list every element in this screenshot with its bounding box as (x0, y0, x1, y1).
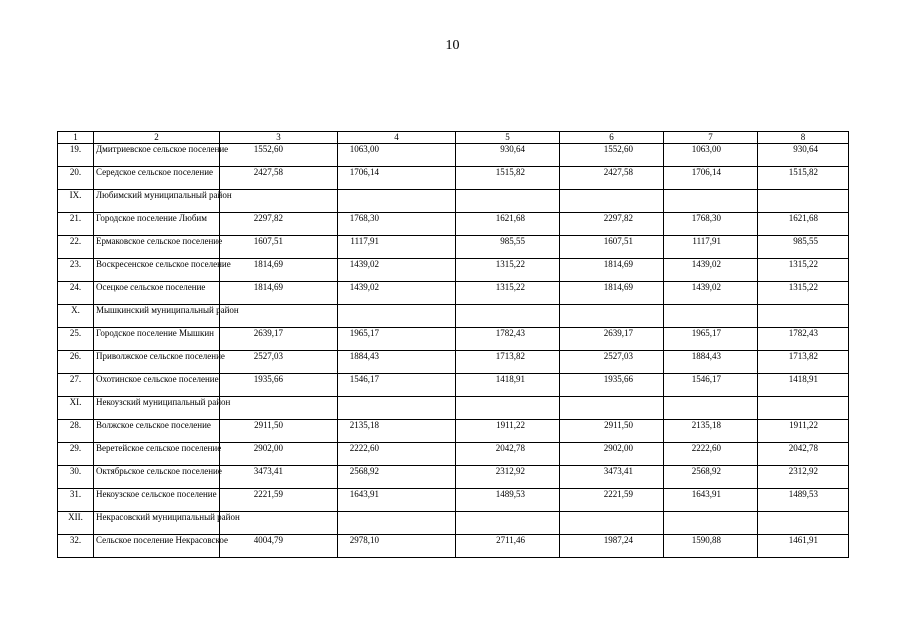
settlement-name: Середское сельское поселение (94, 167, 220, 190)
settlement-name: Городское поселение Любим (94, 213, 220, 236)
table-row (58, 305, 849, 328)
value-cell (664, 512, 758, 535)
value-cell: 1814,69 (220, 282, 338, 305)
value-cell: 2711,46 (456, 535, 560, 558)
value-cell: 2527,03 (220, 351, 338, 374)
table-row (58, 443, 849, 466)
table-row (58, 144, 849, 167)
row-number: 22. (58, 236, 94, 259)
value-cell: 1935,66 (560, 374, 664, 397)
value-cell: 2527,03 (560, 351, 664, 374)
value-cell: 1489,53 (456, 489, 560, 512)
value-cell: 2902,00 (220, 443, 338, 466)
row-number: 28. (58, 420, 94, 443)
value-cell: 1315,22 (758, 282, 849, 305)
row-number: 32. (58, 535, 94, 558)
table-row (58, 167, 849, 190)
value-cell: 1782,43 (456, 328, 560, 351)
value-cell (560, 397, 664, 420)
value-cell (220, 190, 338, 213)
row-number: 25. (58, 328, 94, 351)
header-cell: 3 (220, 132, 338, 144)
value-cell: 1965,17 (664, 328, 758, 351)
value-cell (560, 512, 664, 535)
settlement-name: Приволжское сельское поселение (94, 351, 220, 374)
value-cell: 2911,50 (220, 420, 338, 443)
table-row (58, 466, 849, 489)
value-cell (664, 190, 758, 213)
value-cell (758, 397, 849, 420)
value-cell (456, 190, 560, 213)
value-cell: 1987,24 (560, 535, 664, 558)
value-cell: 2221,59 (560, 489, 664, 512)
value-cell: 1935,66 (220, 374, 338, 397)
value-cell: 1439,02 (338, 259, 456, 282)
value-cell: 2042,78 (456, 443, 560, 466)
value-cell: 1552,60 (220, 144, 338, 167)
header-cell: 1 (58, 132, 94, 144)
value-cell: 2312,92 (456, 466, 560, 489)
value-cell: 2297,82 (220, 213, 338, 236)
value-cell: 2427,58 (560, 167, 664, 190)
value-cell (338, 190, 456, 213)
value-cell: 1546,17 (338, 374, 456, 397)
value-cell: 1546,17 (664, 374, 758, 397)
table-row (58, 282, 849, 305)
settlement-name: Ермаковское сельское поселение (94, 236, 220, 259)
table-row (58, 489, 849, 512)
value-cell: 2222,60 (664, 443, 758, 466)
value-cell (456, 512, 560, 535)
header-cell: 7 (664, 132, 758, 144)
value-cell: 1315,22 (456, 282, 560, 305)
table-row (58, 236, 849, 259)
value-cell (220, 397, 338, 420)
value-cell: 1418,91 (456, 374, 560, 397)
row-number: 30. (58, 466, 94, 489)
value-cell: 930,64 (456, 144, 560, 167)
header-cell: 5 (456, 132, 560, 144)
value-cell: 2221,59 (220, 489, 338, 512)
value-cell: 2135,18 (664, 420, 758, 443)
value-cell: 2312,92 (758, 466, 849, 489)
settlement-name: Сельское поселение Некрасовское (94, 535, 220, 558)
table-row (58, 535, 849, 558)
value-cell: 1911,22 (758, 420, 849, 443)
value-cell: 1117,91 (664, 236, 758, 259)
settlement-name: Некоузское сельское поселение (94, 489, 220, 512)
table-row (58, 374, 849, 397)
value-cell: 1590,88 (664, 535, 758, 558)
settlement-name: Городское поселение Мышкин (94, 328, 220, 351)
table-row (58, 351, 849, 374)
value-cell: 1621,68 (456, 213, 560, 236)
settlement-name: Воскресенское сельское поселение (94, 259, 220, 282)
value-cell: 1706,14 (664, 167, 758, 190)
table-row (58, 213, 849, 236)
value-cell: 985,55 (456, 236, 560, 259)
value-cell: 1489,53 (758, 489, 849, 512)
row-number: XI. (58, 397, 94, 420)
row-number: 19. (58, 144, 94, 167)
settlement-name: Некрасовский муниципальный район (94, 512, 220, 535)
value-cell: 2911,50 (560, 420, 664, 443)
value-cell: 2902,00 (560, 443, 664, 466)
value-cell: 1768,30 (338, 213, 456, 236)
table-row (58, 190, 849, 213)
value-cell (664, 397, 758, 420)
header-cell: 8 (758, 132, 849, 144)
value-cell: 2568,92 (664, 466, 758, 489)
value-cell (560, 305, 664, 328)
value-cell (338, 305, 456, 328)
value-cell: 3473,41 (220, 466, 338, 489)
row-number: 31. (58, 489, 94, 512)
value-cell: 2135,18 (338, 420, 456, 443)
value-cell (758, 190, 849, 213)
row-number: 24. (58, 282, 94, 305)
value-cell: 2978,10 (338, 535, 456, 558)
value-cell: 1552,60 (560, 144, 664, 167)
row-number: 20. (58, 167, 94, 190)
value-cell: 2297,82 (560, 213, 664, 236)
settlement-name: Некоузский муниципальный район (94, 397, 220, 420)
value-cell: 1621,68 (758, 213, 849, 236)
value-cell: 1643,91 (664, 489, 758, 512)
value-cell: 1461,91 (758, 535, 849, 558)
value-cell (456, 397, 560, 420)
value-cell: 1814,69 (560, 259, 664, 282)
header-cell: 2 (94, 132, 220, 144)
table-row (58, 420, 849, 443)
table-row (58, 397, 849, 420)
value-cell: 1607,51 (220, 236, 338, 259)
value-cell: 1643,91 (338, 489, 456, 512)
value-cell: 4004,79 (220, 535, 338, 558)
settlement-name: Веретейское сельское поселение (94, 443, 220, 466)
settlement-name: Мышкинский муниципальный район (94, 305, 220, 328)
row-number: 26. (58, 351, 94, 374)
settlement-name: Октябрьское сельское поселение (94, 466, 220, 489)
value-cell: 1782,43 (758, 328, 849, 351)
value-cell: 985,55 (758, 236, 849, 259)
value-cell: 1814,69 (220, 259, 338, 282)
value-cell (560, 190, 664, 213)
row-number: IX. (58, 190, 94, 213)
row-number: X. (58, 305, 94, 328)
value-cell: 1911,22 (456, 420, 560, 443)
value-cell: 1063,00 (664, 144, 758, 167)
settlement-name: Волжское сельское поселение (94, 420, 220, 443)
row-number: 27. (58, 374, 94, 397)
row-number: 23. (58, 259, 94, 282)
value-cell: 1814,69 (560, 282, 664, 305)
value-cell: 1965,17 (338, 328, 456, 351)
value-cell (664, 305, 758, 328)
value-cell: 1063,00 (338, 144, 456, 167)
value-cell: 1607,51 (560, 236, 664, 259)
value-cell (338, 512, 456, 535)
value-cell: 930,64 (758, 144, 849, 167)
value-cell: 1439,02 (664, 259, 758, 282)
settlement-name: Любимский муниципальный район (94, 190, 220, 213)
value-cell (456, 305, 560, 328)
header-cell: 4 (338, 132, 456, 144)
table-row (58, 512, 849, 535)
value-cell: 1418,91 (758, 374, 849, 397)
row-number: 21. (58, 213, 94, 236)
value-cell: 1706,14 (338, 167, 456, 190)
value-cell: 2427,58 (220, 167, 338, 190)
header-cell: 6 (560, 132, 664, 144)
value-cell (338, 397, 456, 420)
value-cell: 1768,30 (664, 213, 758, 236)
value-cell (758, 305, 849, 328)
settlement-name: Охотинское сельское поселение (94, 374, 220, 397)
value-cell (758, 512, 849, 535)
value-cell: 1515,82 (758, 167, 849, 190)
value-cell: 3473,41 (560, 466, 664, 489)
header-row (58, 132, 849, 144)
value-cell: 1315,22 (758, 259, 849, 282)
value-cell: 2042,78 (758, 443, 849, 466)
value-cell: 1713,82 (456, 351, 560, 374)
table-row (58, 259, 849, 282)
settlement-name: Осецкое сельское поселение (94, 282, 220, 305)
value-cell: 2222,60 (338, 443, 456, 466)
value-cell: 2639,17 (560, 328, 664, 351)
value-cell: 1884,43 (664, 351, 758, 374)
value-cell: 1884,43 (338, 351, 456, 374)
value-cell: 2568,92 (338, 466, 456, 489)
settlement-name: Дмитриевское сельское поселение (94, 144, 220, 167)
row-number: XII. (58, 512, 94, 535)
value-cell: 1439,02 (338, 282, 456, 305)
tariff-table (57, 131, 849, 558)
value-cell: 1713,82 (758, 351, 849, 374)
value-cell: 1515,82 (456, 167, 560, 190)
page-number: 10 (445, 38, 460, 53)
value-cell: 1315,22 (456, 259, 560, 282)
table-row (58, 328, 849, 351)
value-cell: 1117,91 (338, 236, 456, 259)
value-cell: 2639,17 (220, 328, 338, 351)
value-cell: 1439,02 (664, 282, 758, 305)
row-number: 29. (58, 443, 94, 466)
